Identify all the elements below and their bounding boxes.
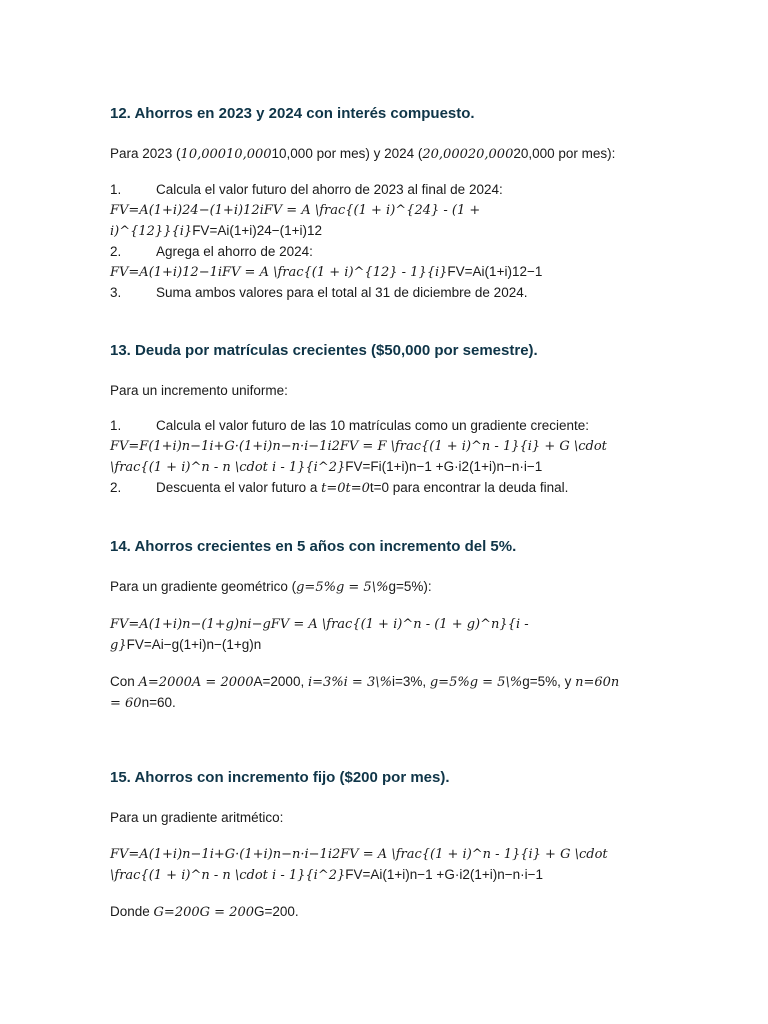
list-item: 2. Agrega el ahorro de 2024: [110, 244, 313, 259]
list-item: 1. Calcula el valor futuro de las 10 matrículas como un gradiente creciente: [110, 418, 589, 433]
section-13-steps-b [110, 478, 650, 499]
section-15-title: 15. Ahorros con incremento fijo ($200 por mes). [110, 769, 450, 786]
section-15-where: Donde G=200G = 200G=200. [110, 904, 299, 920]
section-14-values: Con A=2000A = 2000A=2000, i=3%i = 3\%i=3%, g=5%g = 5\%g=5%, y n=60n = 60n=60. [110, 674, 620, 711]
section-13-intro: Para un incremento uniforme: [110, 383, 288, 398]
section-14-title: 14. Ahorros crecientes en 5 años con incremento del 5%. [110, 538, 517, 555]
list-item: 2. Descuenta el valor futuro a t=0t=0t=0 para encontrar la deuda final. [110, 480, 569, 496]
formula: FV=A(1+i)n−(1+g)ni−gFV = A \frac{(1 + i)^n - (1 + g)^n}{i - g}FV=Ai−g(1+i)n−(1+g)n [110, 617, 529, 653]
section-15-intro: Para un gradiente aritmético: [110, 810, 284, 825]
section-12-steps-b [110, 242, 650, 262]
list-item: 3. Suma ambos valores para el total al 31 de diciembre de 2024. [110, 285, 528, 300]
section-12-steps [110, 180, 650, 200]
formula: FV=A(1+i)n−1i+G·(1+i)n−n·i−1i2FV = A \frac{(1 + i)^n - 1}{i} + G \cdot \frac{(1 + i)^n - n \cdot i - 1}{i^2}FV=Ai(1+i)n−1 +G·i2(1+i)n−n·i−1 [110, 847, 608, 883]
section-12-steps-c [110, 283, 650, 303]
section-13-title: 13. Deuda por matrículas crecientes ($50,000 por semestre). [110, 342, 538, 359]
section-14-intro: Para un gradiente geométrico (g=5%g = 5\%g=5%): [110, 579, 432, 595]
list-item: 1. Calcula el valor futuro del ahorro de 2023 al final de 2024: [110, 182, 503, 197]
section-12-intro: Para 2023 (10,00010,00010,000 por mes) y 2024 (20,00020,00020,000 por mes): [110, 146, 616, 162]
section-12-title: 12. Ahorros en 2023 y 2024 con interés compuesto. [110, 105, 475, 122]
formula: FV=A(1+i)24−(1+i)12iFV = A \frac{(1 + i)^{24} - (1 + i)^{12}}{i}FV=Ai(1+i)24−(1+i)12 [110, 203, 481, 239]
formula: FV=A(1+i)12−1iFV = A \frac{(1 + i)^{12} - 1}{i}FV=Ai(1+i)12−1 [110, 264, 543, 280]
document-content [110, 104, 650, 923]
formula: FV=F(1+i)n−1i+G·(1+i)n−n·i−1i2FV = F \frac{(1 + i)^n - 1}{i} + G \cdot \frac{(1 + i)^n - n \cdot i - 1}{i^2}FV=Fi(1+i)n−1 +G·i2(1+i)n−n·i−1 [110, 439, 607, 475]
section-13-steps [110, 416, 650, 436]
